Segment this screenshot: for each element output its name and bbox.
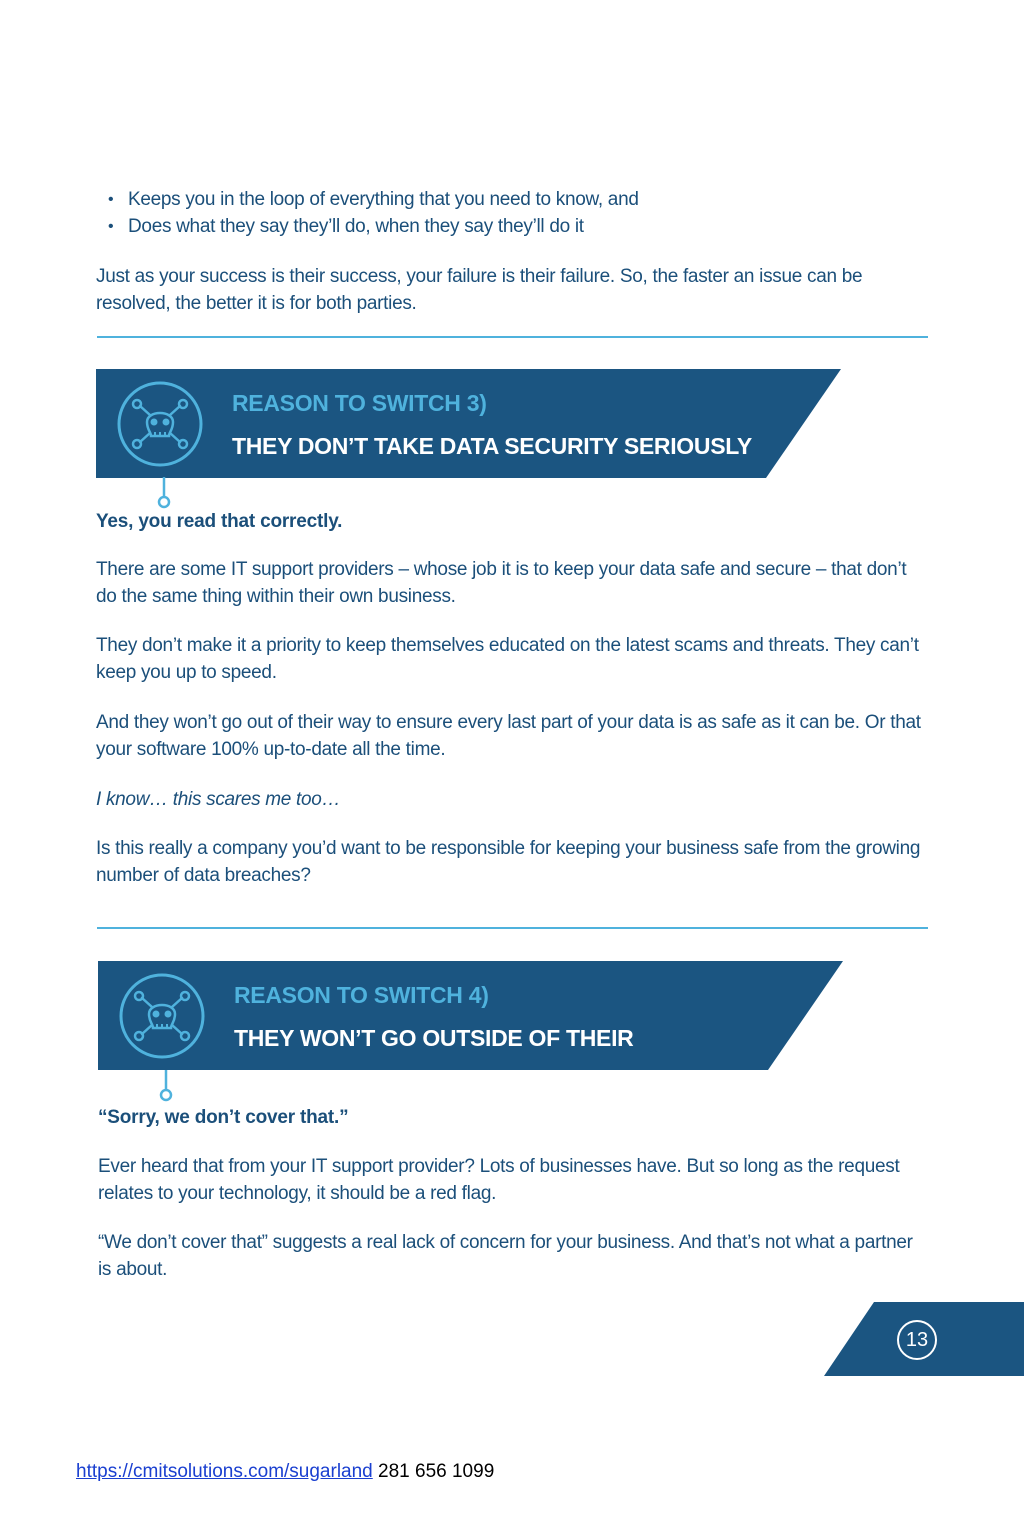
bullet-list	[108, 186, 908, 240]
footer-phone: 281 656 1099	[378, 1461, 495, 1482]
reason-label: REASON TO SWITCH 3)	[232, 390, 487, 416]
reason-banner-3	[96, 369, 841, 479]
reason-headline: THEY DON’T TAKE DATA SECURITY SERIOUSLY	[232, 433, 752, 459]
banner-background	[96, 369, 841, 479]
reason-headline: THEY WON’T GO OUTSIDE OF THEIR	[234, 1025, 634, 1051]
skull-crossbones-icon	[116, 380, 204, 468]
section-divider	[97, 336, 928, 338]
section4-paragraph: Ever heard that from your IT support provider? Lots of businesses have. But so long as the request relates to your technology, it should be a red flag.	[98, 1156, 900, 1204]
footer-url-link[interactable]: https://cmitsolutions.com/sugarland	[76, 1461, 373, 1482]
section3-paragraph: There are some IT support providers – whose job it is to keep your data safe and secure – that don’t do the same thing within their own business.	[96, 559, 907, 607]
bullet-item: • Does what they say they’ll do, when they say they’ll do it	[108, 213, 908, 240]
reason-banner-4	[98, 961, 843, 1071]
banner-background	[98, 961, 843, 1071]
bullet-item: • Keeps you in the loop of everything that you need to know, and	[108, 186, 908, 213]
intro-paragraph: Just as your success is their success, your failure is their failure. So, the faster an issue can be resolved, the better it is for both parties.	[96, 266, 863, 314]
section4-paragraph: “We don’t cover that” suggests a real lack of concern for your business. And that’s not what a partner is about.	[98, 1232, 913, 1280]
footer	[76, 1461, 494, 1483]
section3-closing: Is this really a company you’d want to be responsible for keeping your business safe from the growing number of data breaches?	[96, 838, 921, 886]
section4-lead: “Sorry, we don’t cover that.”	[98, 1107, 349, 1128]
section-divider	[97, 927, 928, 929]
section3-italic-note: I know… this scares me too…	[96, 789, 341, 810]
section3-lead: Yes, you read that correctly.	[96, 511, 343, 532]
page-number: 13	[897, 1320, 937, 1360]
reason-label: REASON TO SWITCH 4)	[234, 982, 489, 1008]
section3-paragraph: They don’t make it a priority to keep themselves educated on the latest scams and threats. They can’t keep you up to speed.	[96, 635, 919, 683]
skull-crossbones-icon	[118, 972, 206, 1060]
section3-paragraph: And they won’t go out of their way to ensure every last part of your data is as safe as it can be. Or that your software 100% up-to-date all the time.	[96, 712, 921, 760]
